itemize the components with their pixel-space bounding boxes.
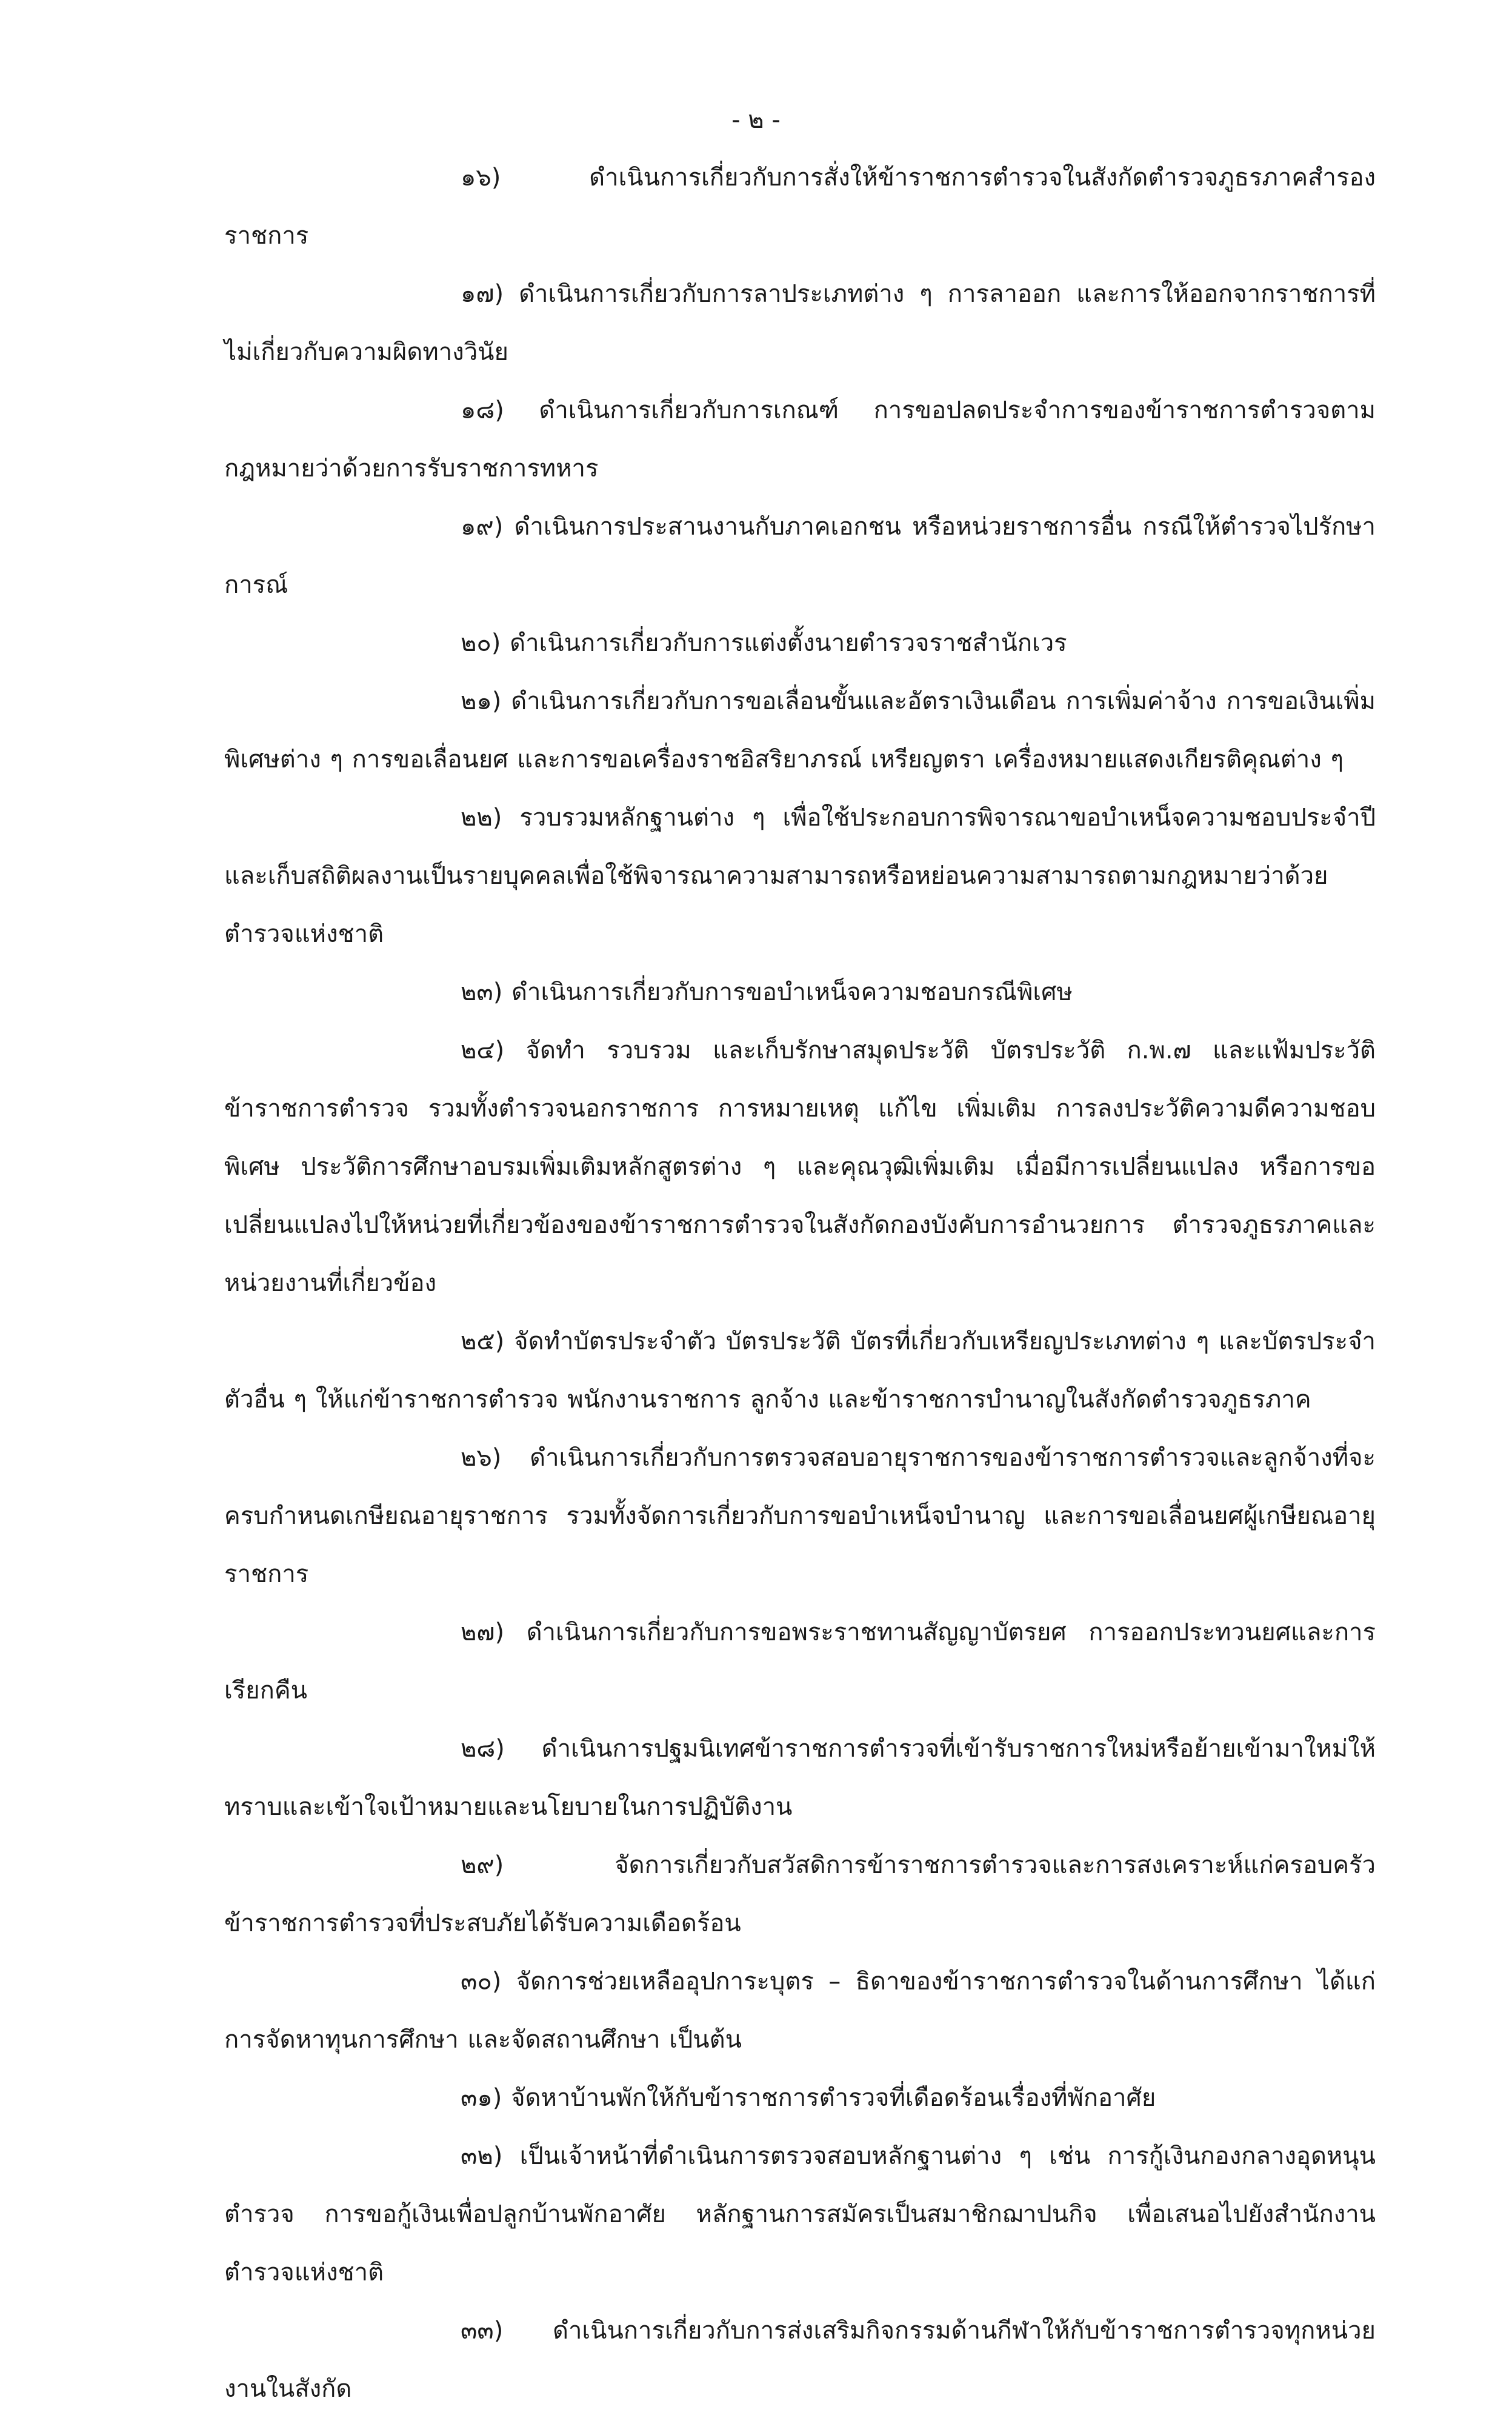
item-number: ๑๘)	[461, 396, 504, 424]
item-number: ๓๐)	[461, 1968, 502, 1996]
list-item	[224, 498, 1376, 614]
list-item	[224, 1021, 1376, 1312]
item-text: ดำเนินการเกี่ยวกับการสั่งให้ข้าราชการตำรวจในสังกัดตำรวจภูธรภาคสำรองราชการ	[224, 164, 1376, 250]
item-text: จัดการช่วยเหลืออุปการะบุตร – ธิดาของข้าราชการตำรวจในด้านการศึกษา ได้แก่การจัดหาทุนการศึกษา และจัดสถานศึกษา เป็นต้น	[224, 1968, 1376, 2054]
item-number: ๓๑)	[461, 2084, 502, 2112]
list-item	[224, 672, 1376, 789]
list-item	[224, 1603, 1376, 1720]
list-item	[224, 1312, 1376, 1429]
list-item	[224, 789, 1376, 963]
item-text: เป็นเจ้าหน้าที่ดำเนินการตรวจสอบหลักฐานต่าง ๆ เช่น การกู้เงินกองกลางอุดหนุนตำรวจ การขอกู้เงินเพื่อปลูกบ้านพักอาศัย หลักฐานการสมัครเป็นสมาชิกฌาปนกิจ เพื่อเสนอไปยังสำนักงานตำรวจแห่งชาติ	[224, 2142, 1376, 2286]
item-text: จัดการเกี่ยวกับสวัสดิการข้าราชการตำรวจและการสงเคราะห์แก่ครอบครัวข้าราชการตำรวจที่ประสบภัยได้รับความเดือดร้อน	[224, 1851, 1376, 1937]
list-item	[224, 381, 1376, 498]
item-text: จัดทำบัตรประจำตัว บัตรประวัติ บัตรที่เกี่ยวกับเหรียญประเภทต่าง ๆ และบัตรประจำตัวอื่น ๆ ให้แก่ข้าราชการตำรวจ พนักงานราชการ ลูกจ้าง และข้าราชการบำนาญในสังกัดตำรวจภูธรภาค	[224, 1328, 1376, 1414]
item-number: ๒๗)	[461, 1618, 505, 1646]
item-number: ๒๒)	[461, 804, 502, 832]
item-text: จัดหาบ้านพักให้กับข้าราชการตำรวจที่เดือดร้อนเรื่องที่พักอาศัย	[511, 2084, 1156, 2112]
item-number: ๒๘)	[461, 1735, 505, 1763]
item-number: ๒๓)	[461, 978, 503, 1006]
item-text: ดำเนินการเกี่ยวกับการขอเลื่อนขั้นและอัตราเงินเดือน การเพิ่มค่าจ้าง การขอเงินเพิ่มพิเศษต่าง ๆ การขอเลื่อนยศ และการขอเครื่องราชอิสริยาภรณ์ เหรียญตรา เครื่องหมายแสดงเกียรติคุณต่าง ๆ	[224, 687, 1376, 773]
list-item	[224, 2127, 1376, 2302]
item-text: ดำเนินการเกี่ยวกับการขอพระราชทานสัญญาบัตรยศ การออกประทวนยศและการเรียกคืน	[224, 1618, 1376, 1705]
item-number: ๑๖)	[461, 164, 501, 192]
list-item	[224, 1720, 1376, 1836]
list-item	[224, 614, 1376, 672]
item-number: ๒๑)	[461, 687, 502, 715]
item-number: ๓๓)	[461, 2317, 504, 2345]
duties-list	[224, 149, 1376, 2418]
item-text: ดำเนินการเกี่ยวกับการส่งเสริมกิจกรรมด้านกีฬาให้กับข้าราชการตำรวจทุกหน่วยงานในสังกัด	[224, 2317, 1376, 2403]
list-item	[224, 1952, 1376, 2069]
item-number: ๒๙)	[461, 1851, 504, 1879]
list-item	[224, 963, 1376, 1021]
item-number: ๒๖)	[461, 1444, 502, 1472]
item-text: ดำเนินการเกี่ยวกับการขอบำเหน็จความชอบกรณีพิเศษ	[511, 978, 1073, 1006]
item-text: ดำเนินการเกี่ยวกับการลาประเภทต่าง ๆ การลาออก และการให้ออกจากราชการที่ไม่เกี่ยวกับความผิดทางวินัย	[224, 280, 1376, 366]
item-text: จัดทำ รวบรวม และเก็บรักษาสมุดประวัติ บัตรประวัติ ก.พ.๗ และแฟ้มประวัติข้าราชการตำรวจ รวมทั้งตำรวจนอกราชการ การหมายเหตุ แก้ไข เพิ่มเติม การลงประวัติความดีความชอบพิเศษ ประวัติการศึกษาอบรมเพิ่มเติมหลักสูตรต่าง ๆ และคุณวุฒิเพิ่มเติม เมื่อมีการเปลี่ยนแปลง หรือการขอเปลี่ยนแปลงไปให้หน่วยที่เกี่ยวข้องของข้าราชการตำรวจในสังกัดกองบังคับการอำนวยการ ตำรวจภูธรภาคและหน่วยงานที่เกี่ยวข้อง	[224, 1037, 1376, 1297]
item-number: ๑๙)	[461, 513, 504, 541]
item-number: ๒๕)	[461, 1328, 505, 1355]
item-text: ดำเนินการเกี่ยวกับการแต่งตั้งนายตำรวจราชสำนักเวร	[510, 629, 1067, 657]
list-item	[224, 1836, 1376, 1952]
page-number: - ๒ -	[731, 106, 781, 134]
list-item	[224, 1429, 1376, 1603]
item-number: ๓๒)	[461, 2142, 503, 2170]
item-number: ๒๔)	[461, 1037, 505, 1064]
list-item	[224, 149, 1376, 265]
item-text: ดำเนินการปฐมนิเทศข้าราชการตำรวจที่เข้ารับราชการใหม่หรือย้ายเข้ามาใหม่ให้ทราบและเข้าใจเป้าหมายและนโยบายในการปฏิบัติงาน	[224, 1735, 1376, 1821]
list-item	[224, 265, 1376, 381]
item-text: ดำเนินการประสานงานกับภาคเอกชน หรือหน่วยราชการอื่น กรณีให้ตำรวจไปรักษาการณ์	[224, 513, 1376, 599]
list-item	[224, 2069, 1376, 2127]
item-text: ดำเนินการเกี่ยวกับการตรวจสอบอายุราชการของข้าราชการตำรวจและลูกจ้างที่จะครบกำหนดเกษียณอายุราชการ รวมทั้งจัดการเกี่ยวกับการขอบำเหน็จบำนาญ และการขอเลื่อนยศผู้เกษียณอายุราชการ	[224, 1444, 1376, 1588]
list-item	[224, 2302, 1376, 2418]
item-number: ๒๐)	[461, 629, 501, 657]
item-text: รวบรวมหลักฐานต่าง ๆ เพื่อใช้ประกอบการพิจารณาขอบำเหน็จความชอบประจำปีและเก็บสถิติผลงานเป็นรายบุคคลเพื่อใช้พิจารณาความสามารถหรือหย่อนความสามารถตามกฎหมายว่าด้วยตำรวจแห่งชาติ	[224, 804, 1376, 948]
item-text: ดำเนินการเกี่ยวกับการเกณฑ์ การขอปลดประจำการของข้าราชการตำรวจตามกฎหมายว่าด้วยการรับราชการทหาร	[224, 396, 1376, 483]
item-number: ๑๗)	[461, 280, 504, 308]
